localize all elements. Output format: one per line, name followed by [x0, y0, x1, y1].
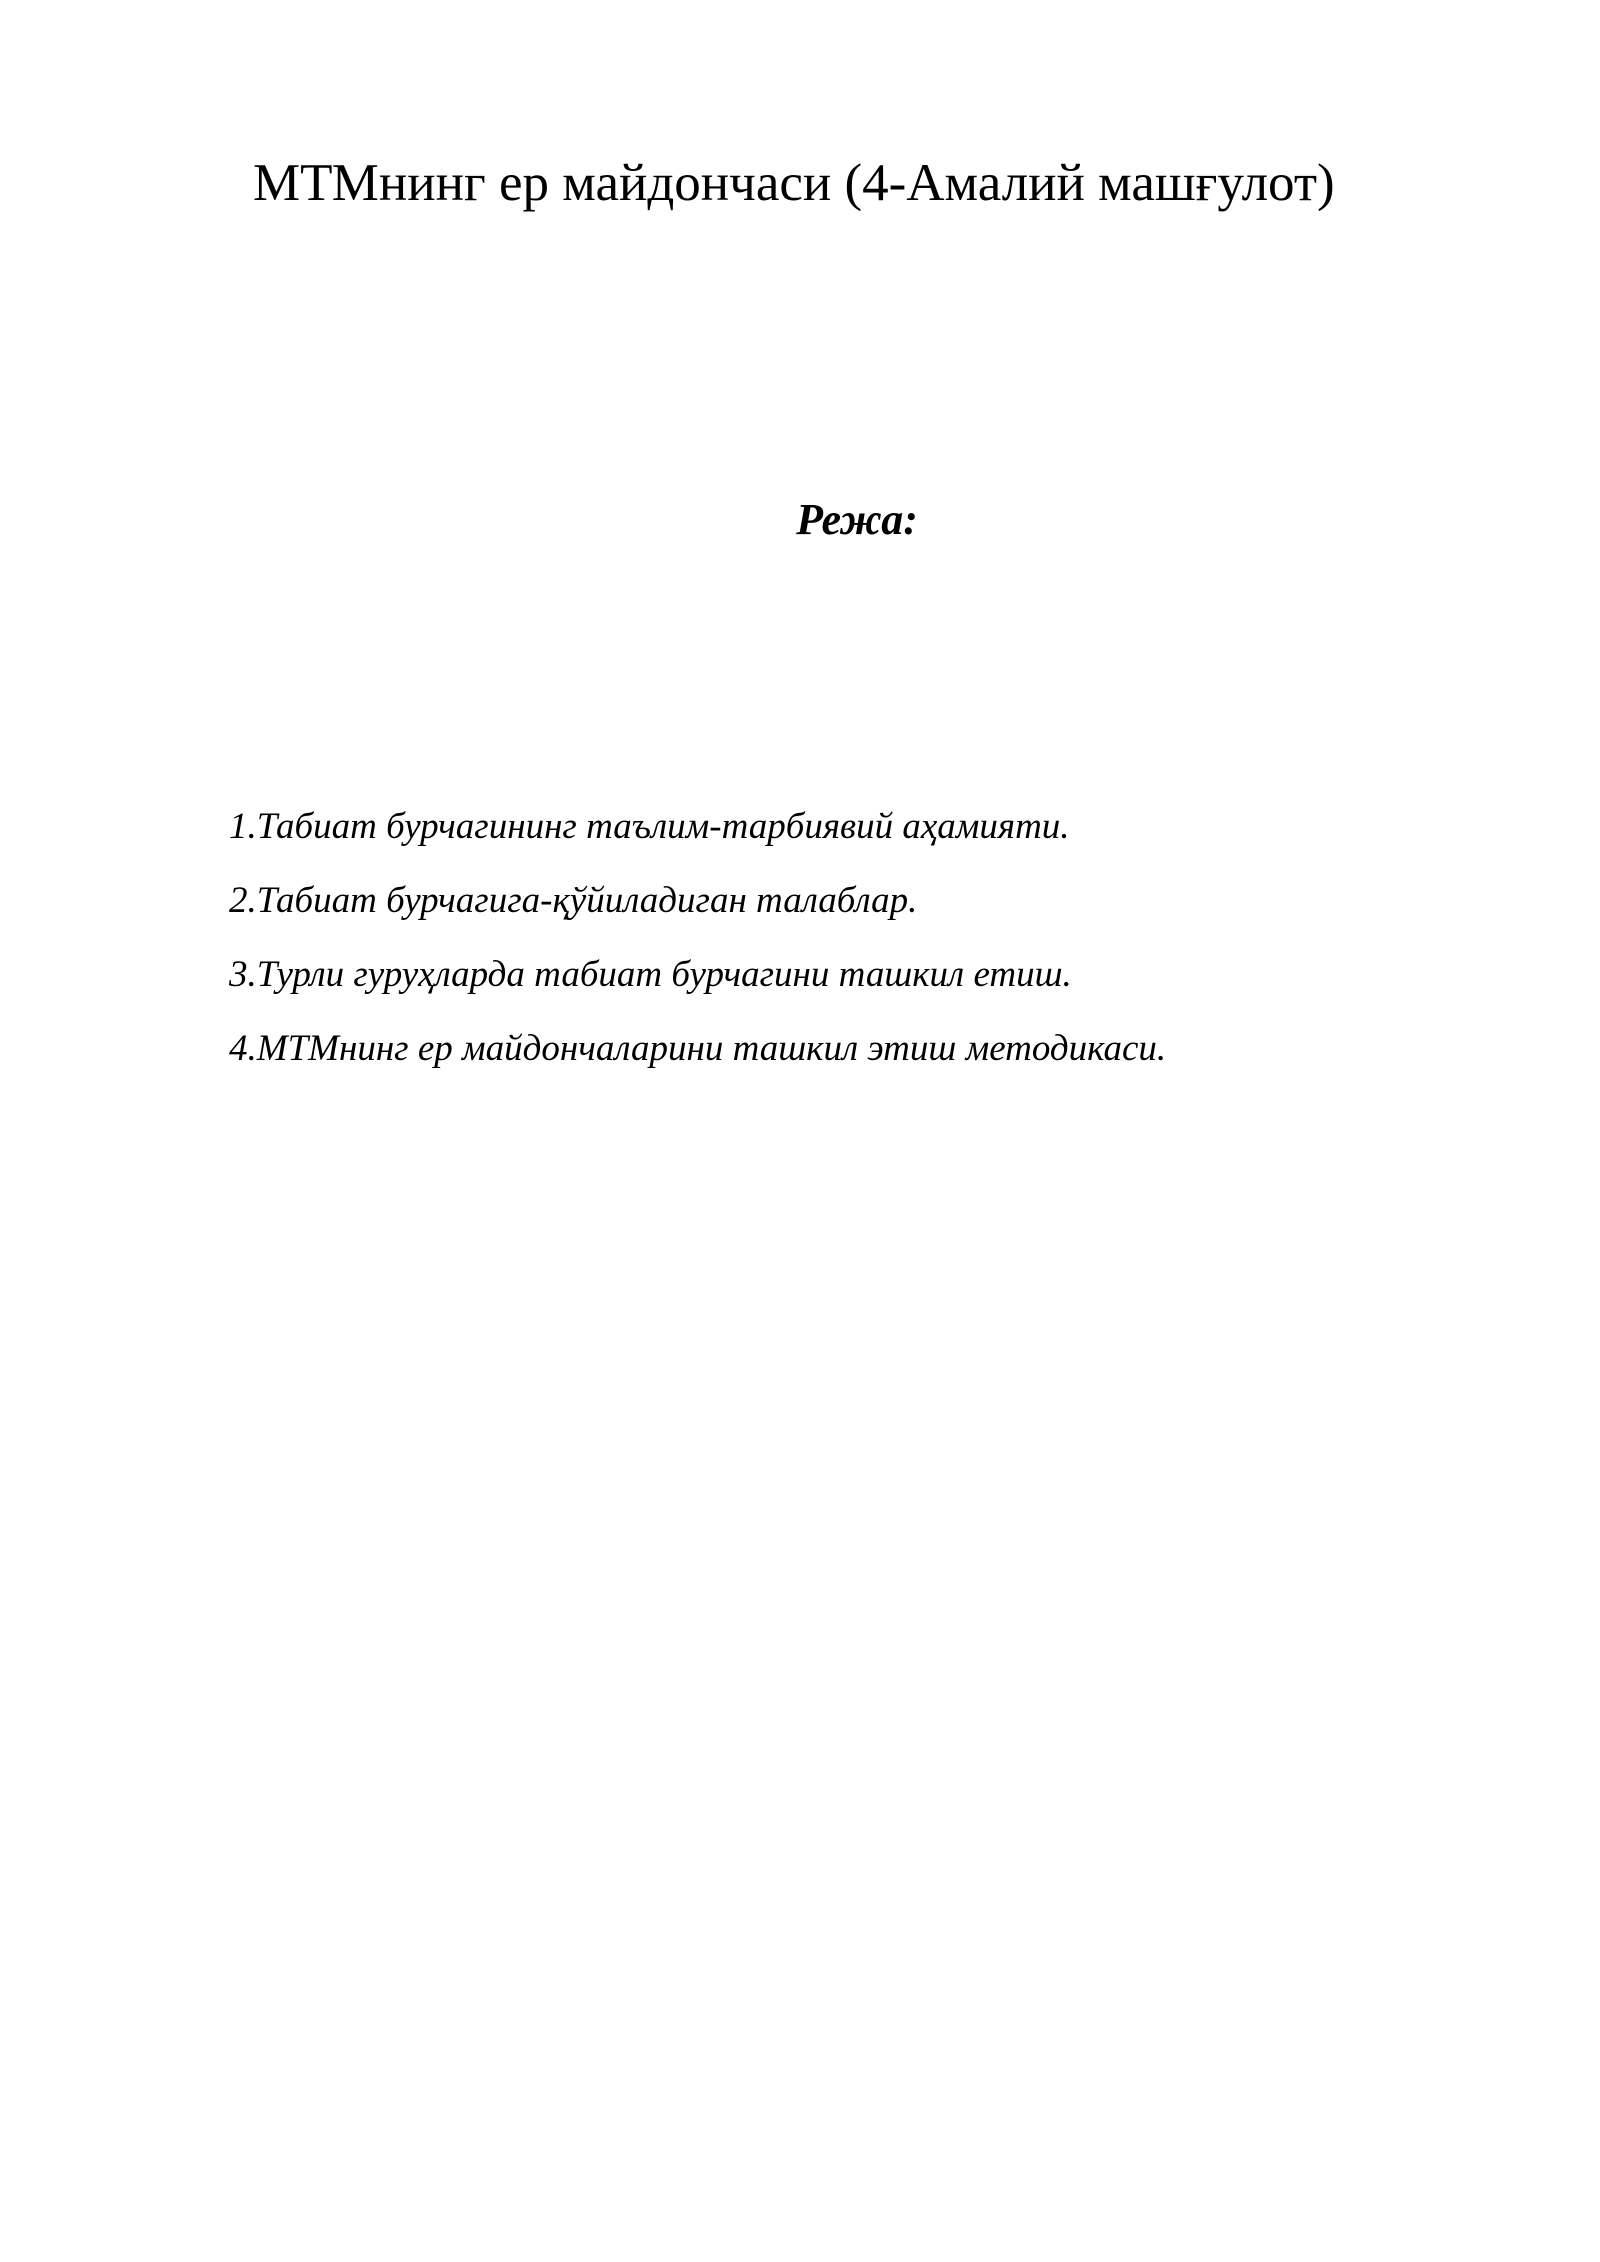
plan-item-3: 3.Турли гуруҳларда табиат бурчагини ташкил етиш. — [229, 954, 1072, 995]
document-title: МТМнинг ер майдончаси (4-Амалий машғулот) — [253, 154, 1335, 212]
plan-item-2: 2.Табиат бурчагига-қўйиладиган талаблар. — [229, 880, 918, 921]
plan-item-1: 1.Табиат бурчагининг таълим-тарбиявий аҳамияти. — [229, 806, 1070, 847]
plan-heading: Режа: — [796, 495, 918, 544]
plan-item-4: 4.МТМнинг ер майдончаларини ташкил этиш методикаси. — [229, 1028, 1167, 1069]
plan-list — [229, 790, 1166, 1086]
